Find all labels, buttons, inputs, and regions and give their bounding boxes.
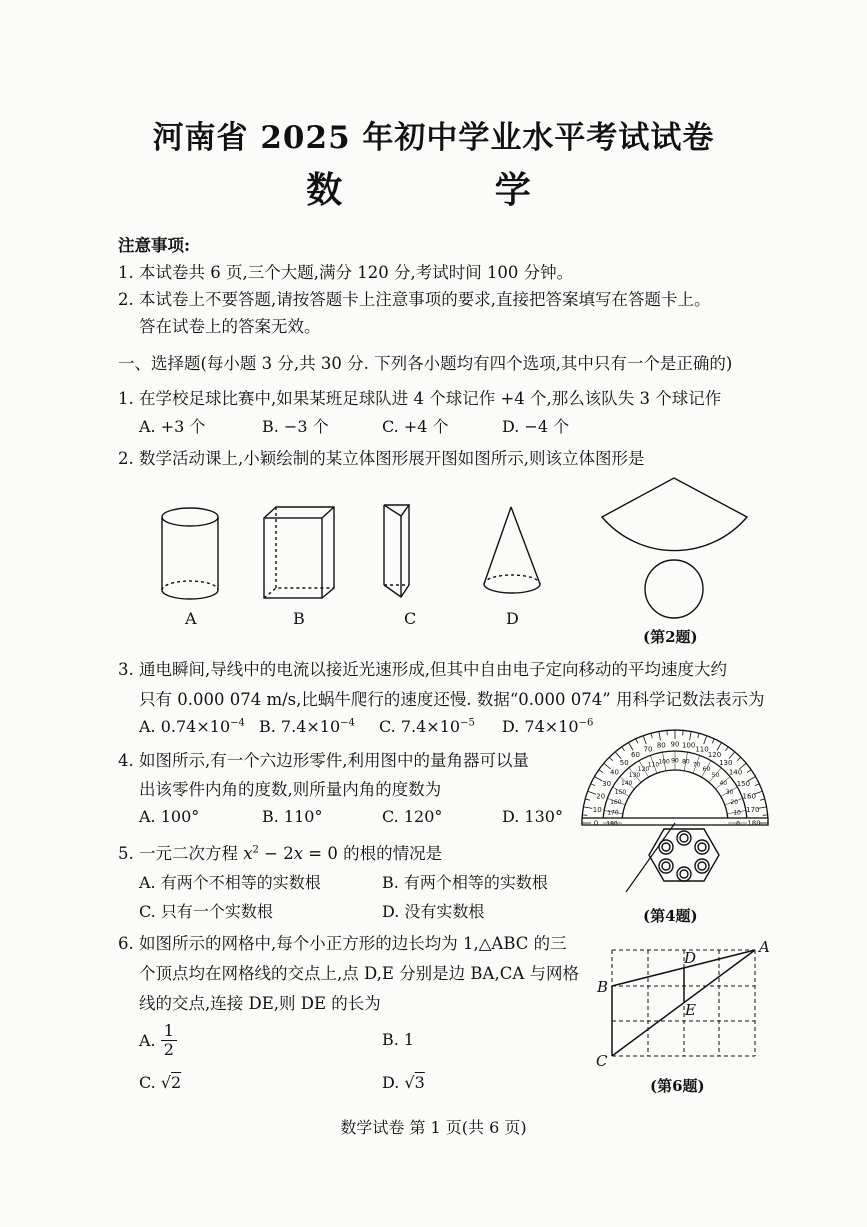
q4-stem-line2: 出该零件内角的度数,则所量内角的度数为 bbox=[139, 780, 442, 799]
protractor-inner-label: 160 bbox=[610, 798, 622, 806]
protractor-outer-label: 140 bbox=[728, 768, 743, 777]
q3-option-c: C. $7.4\times 10^{-5}$ bbox=[379, 717, 475, 736]
point-b-label: B bbox=[597, 978, 609, 996]
point-d-label: D bbox=[684, 949, 697, 967]
protractor-inner-label: 100 bbox=[658, 758, 670, 766]
q5-option-d: D. 没有实数根 bbox=[382, 902, 485, 921]
protractor-inner-label: 70 bbox=[692, 761, 701, 769]
q3-option-a: A. $0.74\times 10^{-4}$ bbox=[139, 717, 245, 736]
q1-option-a: A. +3 个 bbox=[139, 417, 206, 436]
protractor-outer-label: 110 bbox=[695, 745, 709, 754]
protractor-inner-label: 130 bbox=[628, 772, 641, 780]
protractor-inner-label: 50 bbox=[711, 772, 720, 780]
protractor-outer-label: 0 bbox=[593, 819, 599, 828]
q4-option-d: D. 130° bbox=[502, 807, 563, 826]
protractor-inner-label: 110 bbox=[647, 761, 660, 769]
q1-option-d: D. −4 个 bbox=[502, 417, 570, 436]
q6-caption: (第6题) bbox=[650, 1077, 705, 1095]
q2-label-a: A bbox=[185, 609, 197, 628]
point-a-label: A bbox=[759, 938, 770, 956]
protractor-inner-label: 180 bbox=[606, 820, 618, 828]
q2-stem: 2. 数学活动课上,小颖绘制的某立体图形展开图如图所示,则该立体图形是 bbox=[118, 449, 645, 468]
q6-option-d: D. √3 bbox=[382, 1073, 425, 1092]
q5-option-a: A. 有两个不相等的实数根 bbox=[139, 873, 321, 892]
protractor-outer-label: 20 bbox=[596, 792, 606, 801]
notes-item-1: 1. 本试卷共 6 页,三个大题,满分 120 分,考试时间 100 分钟。 bbox=[118, 263, 574, 282]
q4-option-c: C. 120° bbox=[382, 807, 443, 826]
protractor-outer-label: 100 bbox=[682, 741, 696, 750]
notes-item-2-cont: 答在试卷上的答案无效。 bbox=[139, 317, 321, 336]
protractor-inner-label: 20 bbox=[730, 798, 739, 806]
protractor-inner-label: 150 bbox=[614, 789, 627, 796]
q6-stem-line2: 个顶点均在网格线的交点上,点 D,E 分别是边 BA,CA 与网格 bbox=[139, 964, 579, 983]
protractor-outer-label: 120 bbox=[707, 751, 722, 760]
q2-label-c: C bbox=[404, 609, 417, 628]
q5-option-b: B. 有两个相等的实数根 bbox=[382, 873, 548, 892]
q6-stem-line1: 6. 如图所示的网格中,每个小正方形的边长均为 1,△ABC 的三 bbox=[118, 934, 567, 953]
protractor-outer-label: 40 bbox=[610, 768, 619, 777]
q2-label-b: B bbox=[293, 609, 305, 628]
protractor-outer-label: 80 bbox=[656, 741, 666, 750]
protractor-inner-label: 120 bbox=[637, 765, 650, 773]
q4-caption: (第4题) bbox=[643, 907, 698, 925]
protractor-inner-label: 0 bbox=[736, 820, 740, 828]
protractor-outer-label: 150 bbox=[736, 780, 751, 788]
notes-heading: 注意事项: bbox=[118, 236, 191, 255]
q3-stem-line2: 只有 0.000 074 m/s,比蜗牛爬行的速度还慢. 数据“0.000 074” 用科学记数法表示为 bbox=[139, 690, 765, 709]
protractor-outer-label: 50 bbox=[619, 758, 629, 767]
protractor-inner-label: 10 bbox=[733, 809, 741, 817]
q4-option-a: A. 100° bbox=[139, 807, 200, 826]
protractor-inner-label: 140 bbox=[621, 780, 633, 788]
protractor-outer-label: 10 bbox=[592, 805, 602, 814]
protractor-inner-label: 90 bbox=[671, 757, 679, 765]
q5-option-c: C. 只有一个实数根 bbox=[139, 902, 273, 921]
protractor-outer-label: 160 bbox=[742, 792, 756, 801]
protractor-outer-label: 70 bbox=[643, 745, 653, 754]
q6-option-a: A. $\frac{1}{2}$ bbox=[139, 1022, 177, 1059]
q6-option-c: C. √2 bbox=[139, 1073, 182, 1092]
point-c-label: C bbox=[596, 1052, 608, 1070]
q3-stem-line1: 3. 通电瞬间,导线中的电流以接近光速形成,但其中自由电子定向移动的平均速度大约 bbox=[118, 660, 727, 679]
protractor-outer-label: 180 bbox=[747, 819, 761, 828]
protractor-inner-label: 60 bbox=[702, 765, 711, 773]
q1-stem: 1. 在学校足球比赛中,如果某班足球队进 4 个球记作 +4 个,那么该队失 3 个球记作 bbox=[118, 389, 722, 408]
q4-stem-line1: 4. 如图所示,有一个六边形零件,利用图中的量角器可以量 bbox=[118, 751, 529, 770]
protractor-outer-label: 60 bbox=[631, 751, 640, 760]
protractor-outer-label: 90 bbox=[670, 740, 680, 749]
q5-stem: 5. 一元二次方程 $x^2 - 2x = 0$ 的根的情况是 bbox=[118, 844, 443, 863]
q3-option-d: D. $74\times 10^{-6}$ bbox=[502, 717, 594, 736]
protractor-outer-label: 30 bbox=[602, 780, 612, 788]
q6-stem-line3: 线的交点,连接 DE,则 DE 的长为 bbox=[139, 994, 381, 1013]
q6-option-b: B. 1 bbox=[382, 1030, 415, 1049]
protractor-inner-label: 40 bbox=[719, 780, 728, 788]
point-e-label: E bbox=[685, 1001, 696, 1019]
notes-item-2: 2. 本试卷上不要答题,请按答题卡上注意事项的要求,直接把答案填写在答题卡上。 bbox=[118, 290, 711, 309]
subject-title: 数 学 bbox=[306, 169, 601, 211]
exam-title: 河南省 2025 年初中学业水平考试试卷 bbox=[152, 120, 715, 156]
protractor-inner-label: 30 bbox=[725, 789, 734, 796]
section-heading: 一、选择题(每小题 3 分,共 30 分. 下列各小题均有四个选项,其中只有一个是正确的) bbox=[118, 354, 733, 373]
q1-option-c: C. +4 个 bbox=[382, 417, 449, 436]
protractor-outer-label: 130 bbox=[719, 758, 733, 767]
protractor-inner-label: 80 bbox=[682, 758, 690, 766]
protractor-outer-label: 170 bbox=[746, 805, 760, 814]
q2-caption: (第2题) bbox=[643, 628, 698, 646]
q1-option-b: B. −3 个 bbox=[262, 417, 329, 436]
q4-option-b: B. 110° bbox=[262, 807, 323, 826]
q3-option-b: B. $7.4\times 10^{-4}$ bbox=[259, 717, 355, 736]
protractor-inner-label: 170 bbox=[607, 809, 619, 817]
page-footer: 数学试卷 第 1 页(共 6 页) bbox=[340, 1118, 527, 1137]
q2-label-d: D bbox=[506, 609, 519, 628]
